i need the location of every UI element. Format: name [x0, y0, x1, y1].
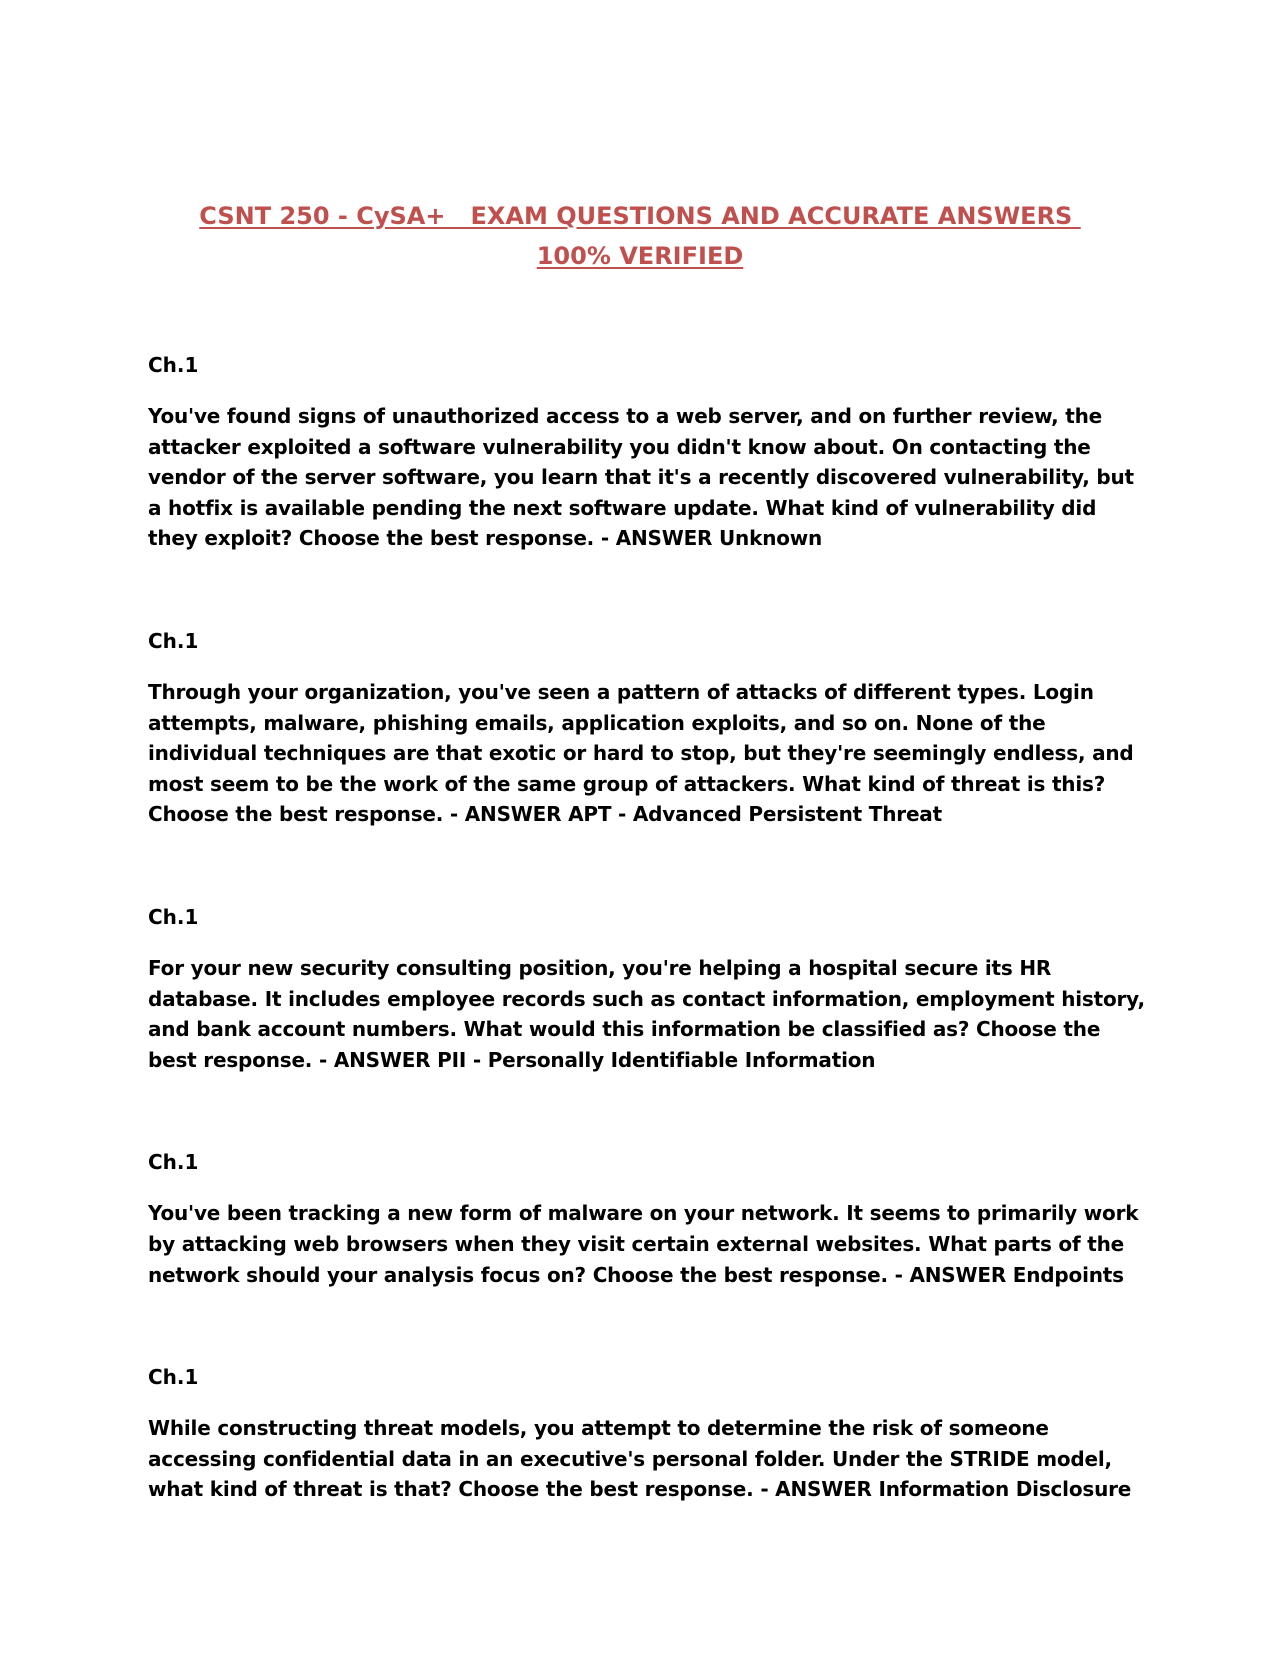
question-entry: [148, 902, 1148, 1075]
question-text: You've been tracking a new form of malware on your network. It seems to primarily work by attacking web browsers when they visit certain external websites. What parts of the network should your analysis focus on? Choose the best response. - ANSWER Endpoints: [148, 1201, 1139, 1287]
document-title: [0, 196, 1280, 276]
question-entry: [148, 350, 1148, 554]
chapter-label: Ch.1: [148, 1365, 199, 1390]
chapter-label: Ch.1: [148, 353, 199, 377]
question-entry: [148, 1147, 1148, 1290]
title-line-1: CSNT 250 - CySA+ EXAM QUESTIONS AND ACCURATE ANSWERS: [199, 202, 1081, 230]
question-list: [148, 350, 1148, 1577]
chapter-label: Ch.1: [148, 628, 199, 653]
question-text: You've found signs of unauthorized access to a web server, and on further review, the attacker exploited a software vulnerability you didn't know about. On contacting the vendor of the server software, you learn that it's a recently discovered vulnerability, but a hotfix is available pending the next software update. What kind of vulnerability did they exploit? Choose the best response. - ANSWER Unknown: [148, 404, 1134, 551]
chapter-label: Ch.1: [148, 1150, 199, 1175]
chapter-label: Ch.1: [148, 904, 199, 929]
question-entry: [148, 1362, 1148, 1505]
question-text: For your new security consulting position, you're helping a hospital secure its HR database. It includes employee records such as contact information, employment history, and bank account numbers. What would this information be classified as? Choose the best response. - ANSWER PII - Personally Identifiable Information: [148, 955, 1145, 1072]
question-entry: [148, 626, 1148, 830]
question-text: While constructing threat models, you attempt to determine the risk of someone accessing confidential data in an executive's personal folder. Under the STRIDE model, what kind of threat is that? Choose the best response. - ANSWER Information Disclosure: [148, 1416, 1132, 1502]
question-text: Through your organization, you've seen a pattern of attacks of different types. Login attempts, malware, phishing emails, application exploits, and so on. None of the individual techniques are that exotic or hard to stop, but they're seemingly endless, and most seem to be the work of the same group of attackers. What kind of threat is this? Choose the best response. - ANSWER APT - Advanced Persistent Threat: [148, 679, 1134, 827]
title-line-2: 100% VERIFIED: [536, 242, 744, 270]
